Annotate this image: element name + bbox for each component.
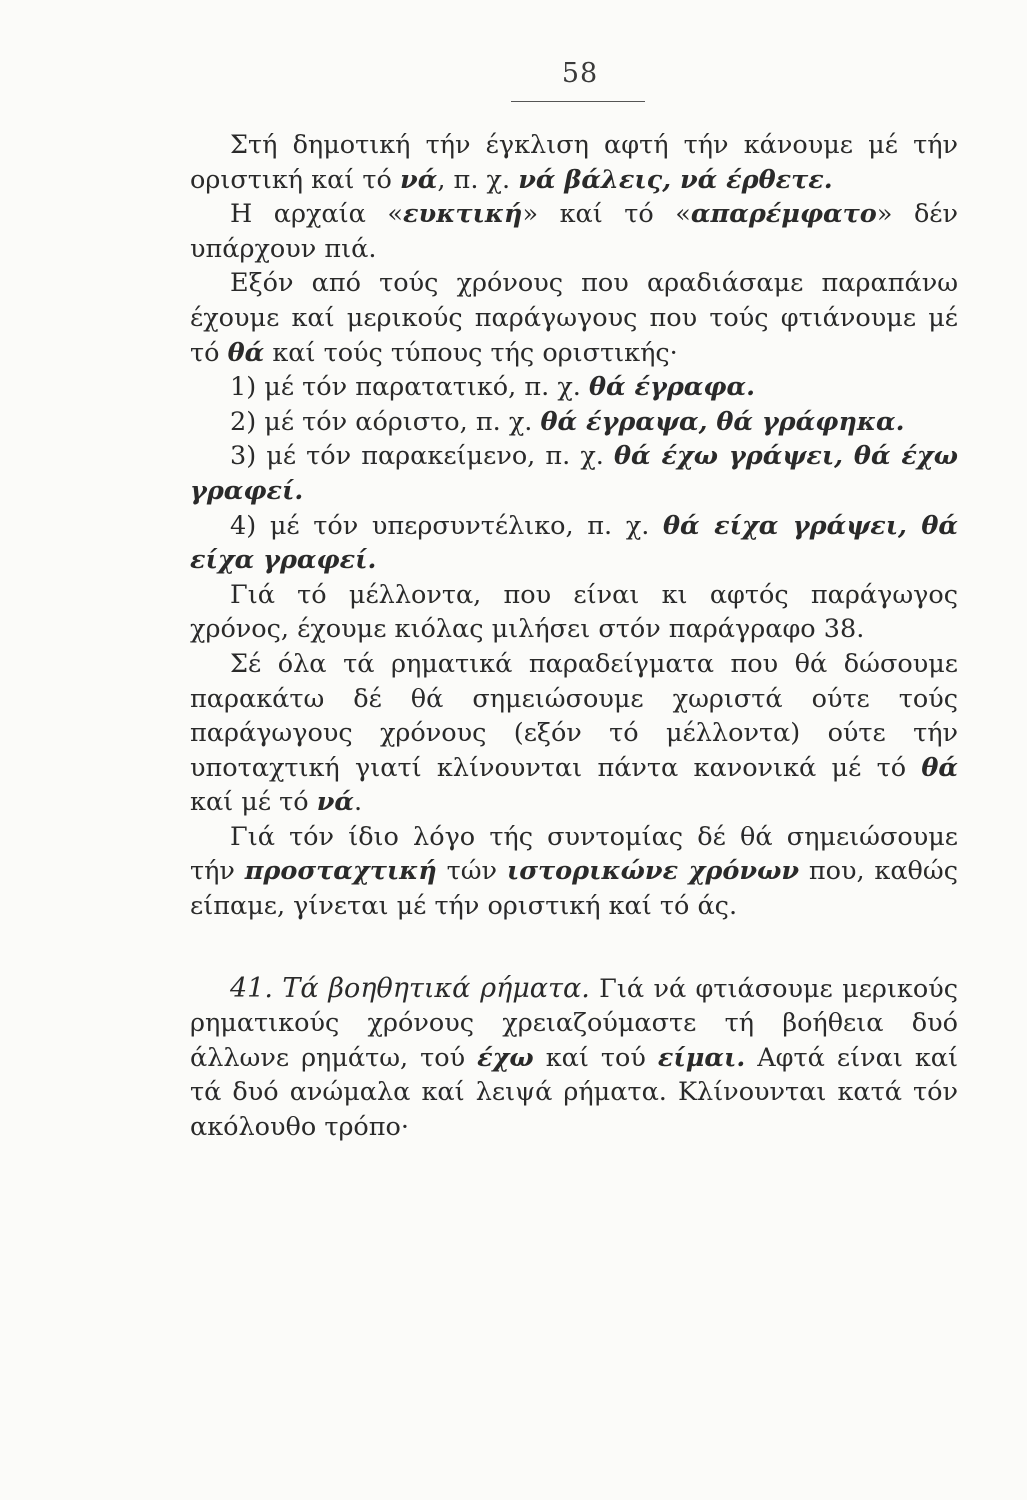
text-run: Εξόν από τούς χρόνους που αραδιάσαμε παραπάνω έχουμε καί μερικούς παράγωγους που τούς φτιάνουμε μέ τό xyxy=(190,268,958,368)
text-run: που, καθώς είπαμε, γίνεται μέ τήν οριστική καί τό άς. xyxy=(190,856,958,922)
emphasis-text: είμαι. xyxy=(657,1042,746,1073)
text-run: 1) μέ τόν παρατατικό, π. χ. xyxy=(230,372,589,403)
text-run: Σέ όλα τά ρηματικά παραδείγματα που θά δώσουμε παρακάτω δέ θά σημειώσουμε χωριστά ούτε τούς παράγωγους χρόνους (εξόν τό μέλλοντα) ούτε τήν υποταχτική γιατί κλίνουνται πάντα κανονικά μέ τό xyxy=(190,648,958,783)
text-run: καί μέ τό xyxy=(190,787,317,818)
section-number: 41. xyxy=(230,972,273,1004)
text-run: 2) μέ τόν αόριστο, π. χ. xyxy=(230,406,541,437)
text-run: Γιά νά φτιάσουμε μερικούς ρηματικούς χρόνους χρειαζούμαστε τή βοήθεια δυό άλλωνε ρημάτω, τού xyxy=(190,973,958,1073)
text-run: τών xyxy=(436,856,507,887)
emphasis-text: ευκτική xyxy=(403,199,523,230)
page-number-rule xyxy=(511,101,645,102)
emphasis-text: θά xyxy=(921,752,958,783)
emphasis-text: προσταχτική xyxy=(244,856,437,887)
emphasis-text: νά xyxy=(316,787,355,818)
paragraph xyxy=(190,128,958,197)
text-run: » δέν υπάρχουν πιά. xyxy=(190,199,959,264)
paragraph xyxy=(190,820,958,924)
emphasis-text: θά έχω γράψει, θά έχω γραφεί. xyxy=(190,441,958,506)
text-run: , π. χ. xyxy=(437,164,519,195)
section-41 xyxy=(190,972,958,1145)
text-run: Αφτά είναι καί τά δυό ανώμαλα καί λειψά ρήματα. Κλίνουνται κατά τόν ακόλουθο τρόπο· xyxy=(190,1042,958,1143)
paragraph xyxy=(190,647,958,820)
list-item xyxy=(190,370,958,405)
emphasis-text: θά xyxy=(227,337,265,368)
section-spacer xyxy=(190,924,958,972)
text-run: . xyxy=(354,787,363,818)
text-run: Στή δημοτική τήν έγκλιση αφτή τήν κάνουμε μέ τήν οριστική καί τό xyxy=(190,130,958,195)
page-number: 58 xyxy=(561,58,599,89)
emphasis-text: θά έγραφα. xyxy=(589,372,755,403)
emphasis-text: έχω xyxy=(477,1042,534,1073)
list-item xyxy=(190,405,958,440)
emphasis-text: θά είχα γράψει, θά είχα γραφεί. xyxy=(190,510,958,576)
text-run: Γιά τόν ίδιο λόγο τής συντομίας δέ θά σημειώσουμε τήν xyxy=(190,821,958,887)
text-run: 3) μέ τόν παρακείμενο, π. χ. xyxy=(230,441,614,472)
paragraph xyxy=(190,578,958,647)
emphasis-text: νά βάλεις, νά έρθετε. xyxy=(518,164,833,195)
text-run: 4) μέ τόν υπερσυντέλικο, π. χ. xyxy=(230,510,664,541)
emphasis-text: απαρέμφατο xyxy=(690,199,877,230)
text-run: καί τούς τύπους τής οριστικής· xyxy=(264,337,678,368)
list-item xyxy=(190,509,958,578)
section-title: Tά βοηθητικά ρήματα. xyxy=(282,972,590,1004)
text-run: καί τού xyxy=(533,1042,658,1073)
emphasis-text: θά έγραψα, θά γράφηκα. xyxy=(540,406,905,437)
body-text xyxy=(190,128,958,1145)
text-run: Η αρχαία « xyxy=(230,199,404,230)
list-item xyxy=(190,439,958,508)
emphasis-text: ιστορικώνε χρόνων xyxy=(506,856,800,887)
emphasis-text: νά xyxy=(400,164,438,195)
paragraph xyxy=(190,197,958,266)
paragraph xyxy=(190,266,958,370)
text-run: Γιά τό μέλλοντα, που είναι κι αφτός παράγωγος χρόνος, έχουμε κιόλας μιλήσει στόν παράγραφο 38. xyxy=(190,579,958,645)
text-run: » καί τό « xyxy=(522,199,691,230)
